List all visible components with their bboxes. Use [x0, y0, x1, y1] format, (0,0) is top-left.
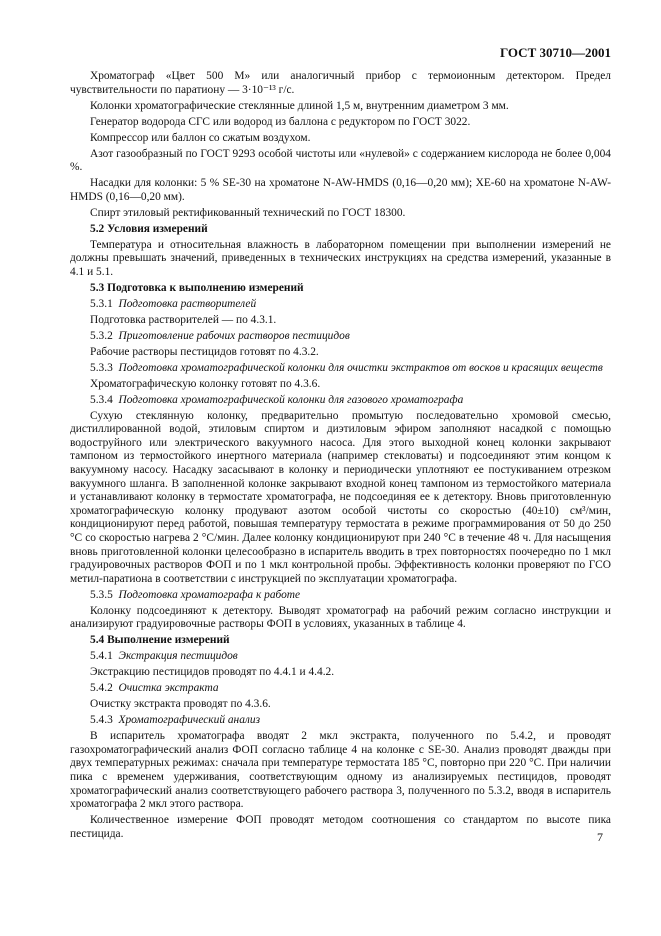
body-paragraph: Колонку подсоединяют к детектору. Выводят хроматограф на рабочий режим согласно инструкции и анализируют градуировочные растворы ФОП в условиях, указанных в таблице 4.	[70, 604, 611, 631]
subsection-title: Подготовка хроматографической колонки для газового хроматографа	[118, 393, 464, 406]
subsection-heading	[70, 650, 611, 664]
subsection-heading	[70, 362, 611, 376]
subsection-heading	[70, 682, 611, 696]
body-paragraph: Генератор водорода СГС или водород из баллона с редуктором по ГОСТ 3022.	[90, 115, 471, 128]
body-paragraph: Подготовка растворителей — по 4.3.1.	[90, 313, 277, 326]
body-paragraph: Рабочие растворы пестицидов готовят по 4.3.2.	[90, 345, 319, 358]
subsection-number: 5.4.2	[90, 682, 113, 695]
subsection-heading	[70, 298, 611, 312]
subsection-number: 5.3.2	[90, 329, 113, 342]
body-paragraph: Насадки для колонки: 5 % SE-30 на хроматоне N-AW-HMDS (0,16—0,20 мм); XE-60 на хроматоне N-AW-HMDS (0,16—0,20 мм).	[70, 177, 611, 203]
subsection-number: 5.4.1	[90, 650, 113, 663]
subsection-title: Экстракция пестицидов	[118, 650, 238, 663]
body-paragraph: Колонки хроматографические стеклянные длиной 1,5 м, внутренним диаметром 3 мм.	[90, 99, 509, 112]
subsection-number: 5.3.3	[90, 361, 113, 374]
body-paragraph: Компрессор или баллон со сжатым воздухом.	[90, 131, 311, 144]
document-body	[70, 70, 611, 844]
section-heading: 5.3 Подготовка к выполнению измерений	[90, 281, 304, 294]
subsection-heading	[70, 394, 611, 408]
subsection-title: Подготовка растворителей	[118, 297, 257, 310]
body-paragraph: Хроматографическую колонку готовят по 4.3.6.	[90, 377, 321, 390]
subsection-heading	[70, 589, 611, 603]
section-heading: 5.4 Выполнение измерений	[90, 634, 230, 647]
body-paragraph: Азот газообразный по ГОСТ 9293 особой чистоты или «нулевой» с содержанием кислорода не более 0,004 %.	[70, 147, 611, 174]
body-paragraph: Сухую стеклянную колонку, предварительно промытую последовательно хромовой смесью, дистиллированной водой, этиловым спиртом и диэтиловым эфиром заполняют насадкой с помощью водоструйного или электрического вакуумного насоса. Для этого выходной конец колонки закрывают тампоном из термостойкого инертного материала (например стекловаты) и подсоединяют этим концом к вакуумному насосу. Насадку засасывают в колонку и периодически уплотняют ее постукиванием отрезком вакуумного шланга. В заполненной колонке закрывают входной конец тампоном из термостойкого материала и устанавливают колонку в термостате хроматографа, не подсоединяя ее к детектору. Вновь приготовленную хроматографическую колонку продувают азотом особой чистоты со скоростью (40±10) см³/мин, кондиционируют перед работой, повышая температуру термостата в режиме программирования от 50 до 250 °С со скоростью нагрева 2 °С/мин. Далее колонку кондиционируют при 240 °С в течение 48 ч. Для насыщения вновь приготовленной колонки целесообразно в испаритель вводить в трех повторностях поочередно по 1 мкл градуировочных растворов ФОП и по 1 мкл контрольной пробы. Эффективность колонки проверяют по ГСО метил-паратиона в соответствии с инструкцией по эксплуатации хроматографа.	[70, 409, 611, 585]
subsection-title: Приготовление рабочих растворов пестицидов	[118, 329, 350, 342]
subsection-title: Хроматографический анализ	[118, 714, 261, 727]
subsection-title: Очистка экстракта	[118, 682, 219, 695]
subsection-heading	[70, 714, 611, 728]
body-paragraph: Экстракцию пестицидов проводят по 4.4.1 и 4.4.2.	[90, 666, 335, 679]
standard-code-header: ГОСТ 30710—2001	[499, 45, 611, 60]
subsection-title: Подготовка хроматографической колонки для очистки экстрактов от восков и красящих веществ	[118, 361, 603, 374]
subsection-number: 5.3.1	[90, 297, 113, 310]
body-paragraph: В испаритель хроматографа вводят 2 мкл экстракта, полученного по 5.4.2, и проводят газохроматографический анализ ФОП согласно таблице 4 на колонке с SE-30. Анализ проводят дважды при двух температурных режимах: сначала при температуре термостата 185 °С, повторно при 220 °С. При наличии пика с временем удерживания, соответствующим одному из анализируемых пестицидов, проводят хроматографический анализ соответствующего рабочего раствора 3, полученного по 5.3.2, вводя в испаритель хроматографа 2 мкл этого раствора.	[70, 730, 611, 811]
section-heading: 5.2 Условия измерений	[90, 222, 208, 235]
subsection-number: 5.3.5	[90, 588, 113, 601]
body-paragraph: Температура и относительная влажность в лабораторном помещении при выполнении измерений не должны превышать значений, приведенных в технических инструкциях на средства измерений, указанные в 4.1 и 5.1.	[70, 238, 611, 278]
body-paragraph: Количественное измерение ФОП проводят методом соотношения со стандартом по высоте пика пестицида.	[70, 814, 611, 840]
body-paragraph: Очистку экстракта проводят по 4.3.6.	[90, 698, 271, 711]
subsection-number: 5.3.4	[90, 393, 113, 406]
subsection-number: 5.4.3	[90, 714, 113, 727]
body-paragraph: Спирт этиловый ректификованный технический по ГОСТ 18300.	[90, 206, 406, 219]
page-number: 7	[597, 830, 603, 844]
subsection-title: Подготовка хроматографа к работе	[118, 588, 301, 601]
body-paragraph: Хроматограф «Цвет 500 М» или аналогичный прибор с термоионным детектором. Предел чувствительности по паратиону — 3·10⁻¹³ г/с.	[70, 70, 611, 96]
subsection-heading	[70, 330, 611, 344]
